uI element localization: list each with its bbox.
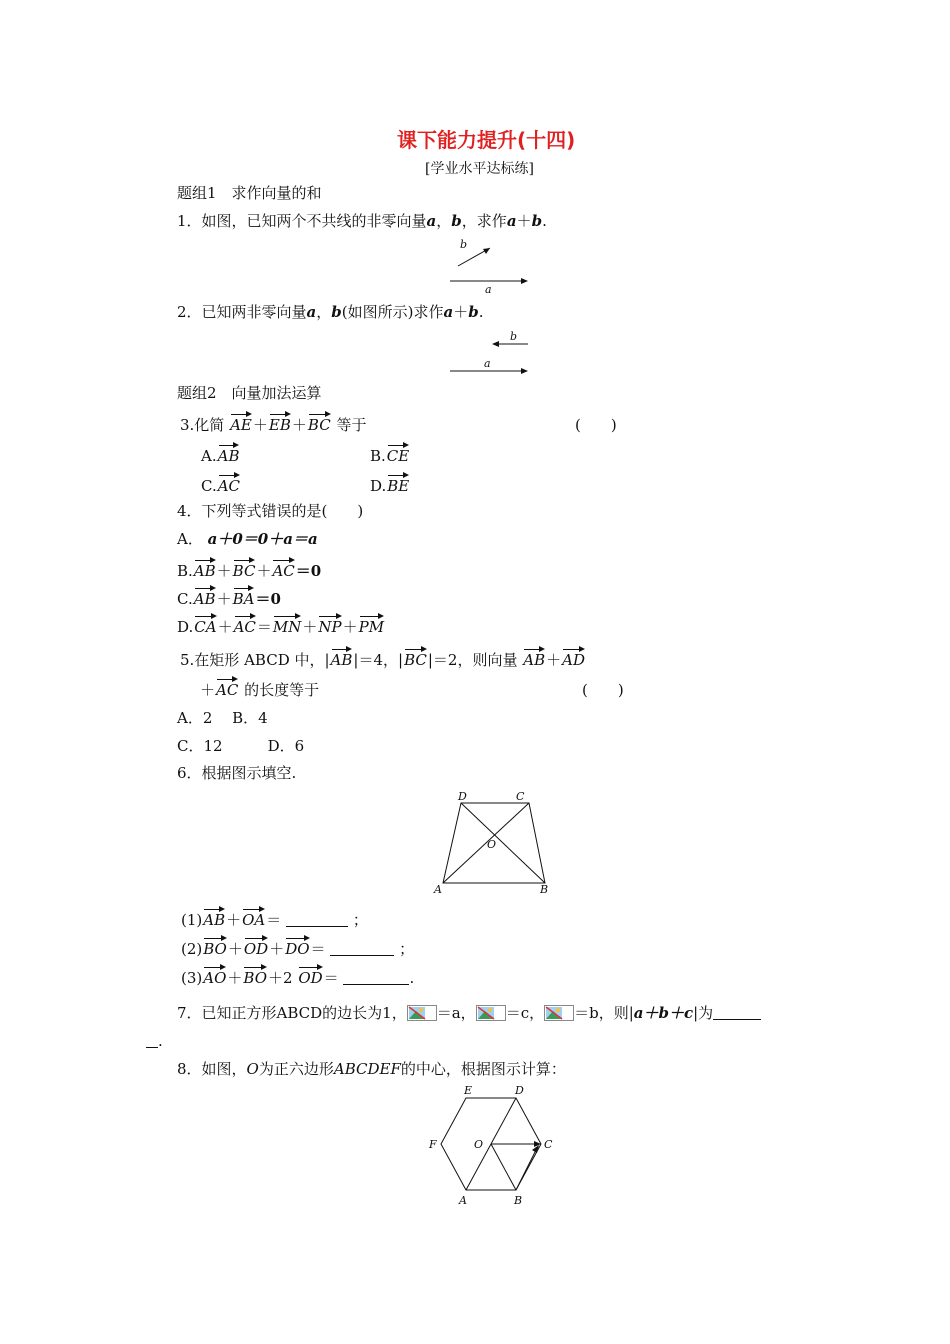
fig2-label-a: a (484, 357, 491, 370)
figure-1-vectors (440, 236, 540, 296)
figure-trapezoid (425, 790, 565, 900)
trap-label-b: B (540, 883, 549, 896)
answer-blank[interactable] (713, 1005, 761, 1020)
hex-label-e: E (464, 1084, 473, 1097)
q3-option-a: A.AB (201, 442, 240, 465)
q3-paren: ( ) (575, 416, 617, 434)
question-6: 6．根据图示填空. (177, 764, 297, 782)
q6-sub-3: (3)AO＋BO＋2 OD＝ . (181, 964, 414, 987)
broken-image-icon (407, 1005, 437, 1021)
hex-label-c: C (544, 1138, 553, 1151)
q3-option-c: C.AC (201, 472, 241, 495)
section-subtitle: [学业水平达标练] (425, 161, 534, 177)
question-2: 2．已知两非零向量a，b(如图所示)求作a＋b. (177, 303, 484, 321)
answer-blank[interactable] (343, 970, 409, 985)
q4-option-c: C.AB＋BA＝0 (177, 585, 281, 608)
question-5-line2: ＋AC 的长度等于 (200, 676, 319, 699)
q5-options-ab: A．2 B．4 (177, 709, 268, 727)
question-1: 1．如图，已知两个不共线的非零向量a，b，求作a＋b. (177, 212, 547, 230)
broken-image-icon (476, 1005, 506, 1021)
q4-option-a: A． a＋0＝0＋a＝a (177, 530, 318, 548)
q6-sub-1: (1)AB＋OA＝ ； (181, 906, 368, 929)
trap-label-a: A (434, 883, 442, 896)
question-5: 5.在矩形 ABCD 中，|AB|＝4，|BC|＝2，则向量 AB＋AD (180, 646, 586, 669)
answer-blank[interactable] (330, 941, 394, 956)
figure-hexagon (420, 1080, 570, 1210)
q3-option-d: D.BE (370, 472, 410, 495)
q3-option-b: B.CE (370, 442, 410, 465)
question-7: 7．已知正方形ABCD的边长为1， ＝a， ＝c， ＝b，则|a＋b＋c|为 (177, 1004, 761, 1022)
q4-option-d: D.CA＋AC＝MN＋NP＋PM (177, 613, 385, 636)
figure-2-vectors (440, 328, 540, 378)
trap-label-c: C (516, 790, 525, 803)
trap-label-o: O (487, 838, 497, 851)
answer-blank[interactable] (286, 912, 348, 927)
q4-option-b: B.AB＋BC＋AC＝0 (177, 557, 321, 580)
question-4: 4．下列等式错误的是( ) (177, 502, 364, 520)
q5-options-cd: C．12 D．6 (177, 737, 305, 755)
question-3: 3.化简 AE＋EB＋BC 等于 (180, 411, 366, 434)
question-8: 8．如图，O为正六边形ABCDEF的中心，根据图示计算： (177, 1060, 566, 1078)
question-7-line2: . (146, 1032, 163, 1050)
hex-label-a: A (459, 1194, 467, 1207)
hex-label-f: F (429, 1138, 437, 1151)
fig1-label-b: b (460, 238, 468, 251)
q5-paren: ( ) (582, 681, 624, 699)
group1-heading: 题组1 求作向量的和 (177, 184, 322, 202)
group2-heading: 题组2 向量加法运算 (177, 384, 322, 402)
broken-image-icon (544, 1005, 574, 1021)
q6-sub-2: (2)BO＋OD＋DO＝ ； (181, 935, 414, 958)
fig1-label-a: a (485, 283, 492, 296)
fig2-label-b: b (510, 330, 518, 343)
answer-blank-cont[interactable] (146, 1033, 158, 1048)
trap-label-d: D (458, 790, 467, 803)
hex-label-o: O (474, 1138, 484, 1151)
page-title: 课下能力提升(十四) (397, 128, 576, 152)
hex-label-d: D (515, 1084, 524, 1097)
hex-label-b: B (514, 1194, 523, 1207)
